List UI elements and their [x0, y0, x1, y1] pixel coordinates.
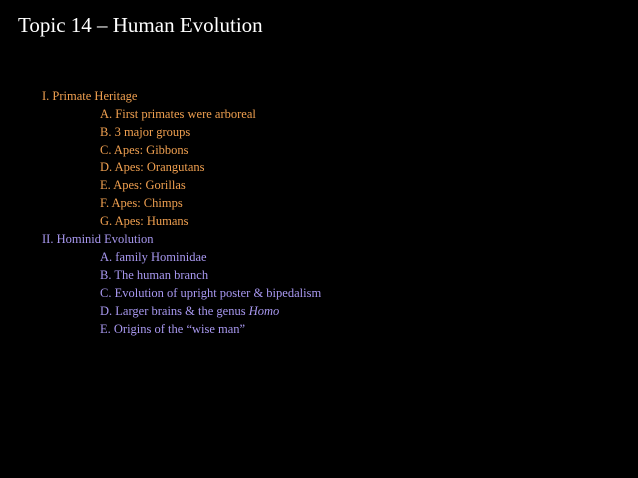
outline-item: C. Apes: Gibbons — [100, 143, 189, 157]
slide-title: Topic 14 – Human Evolution — [18, 13, 263, 37]
section-heading-hominid-evolution: II. Hominid Evolution — [42, 232, 154, 246]
outline-item-genus-homo — [100, 303, 279, 319]
section-heading-primate-heritage: I. Primate Heritage — [42, 89, 138, 103]
outline-item: B. The human branch — [100, 268, 209, 282]
outline-item: D. Apes: Orangutans — [100, 160, 205, 174]
outline-item: E. Origins of the “wise man” — [100, 322, 246, 336]
outline-item: F. Apes: Chimps — [100, 196, 183, 210]
genus-homo-italic: Homo — [248, 304, 280, 318]
outline-item: A. First primates were arboreal — [100, 107, 256, 121]
outline-item: C. Evolution of upright poster & bipedalism — [100, 286, 322, 300]
outline-item-text: D. Larger brains & the genus — [100, 304, 249, 318]
outline-item: A. family Hominidae — [100, 250, 207, 264]
outline-item: B. 3 major groups — [100, 125, 191, 139]
outline-item: G. Apes: Humans — [100, 214, 189, 228]
outline-item: E. Apes: Gorillas — [100, 178, 186, 192]
